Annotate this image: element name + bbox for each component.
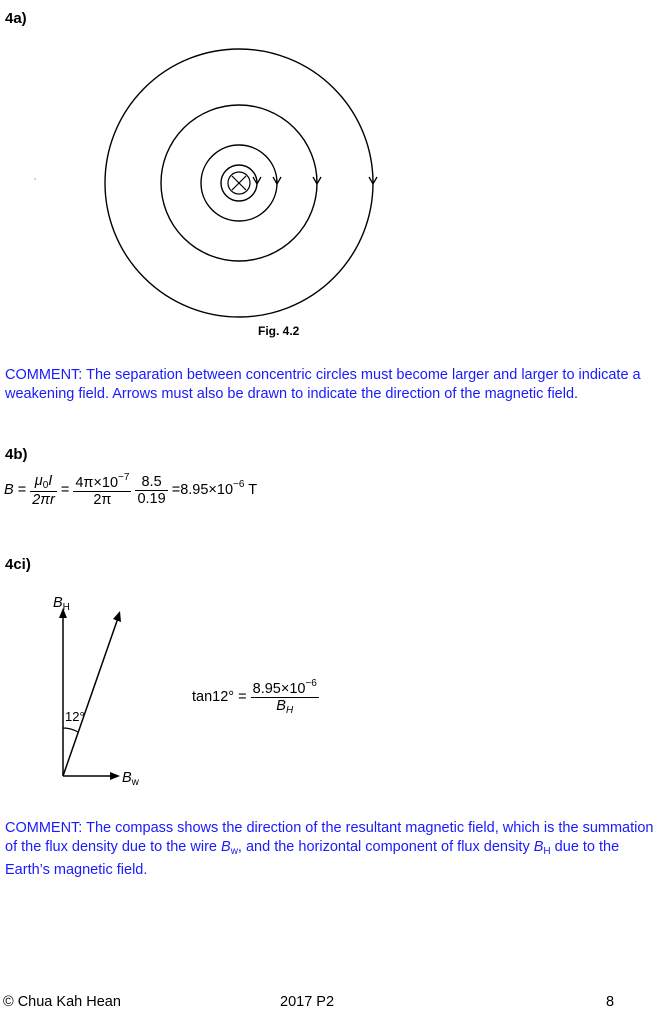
- arrow-head-icon: [113, 611, 121, 622]
- footer-paper: 2017 P2: [280, 994, 335, 1010]
- eq-result: 8.95×10: [180, 481, 234, 498]
- angle-arc: [63, 728, 78, 732]
- tan-fraction: $\frac{8.95\times 10^{-6}}{B_H}$: [252, 678, 317, 716]
- tan-equation: tan12° = $\frac{8.95\times 10^{-6}}{B_H}$: [192, 678, 317, 716]
- vector-resultant: [63, 618, 118, 776]
- eq-fraction-constant: $\frac{4\pi\times 10^{-7}}{2\pi}$: [75, 472, 130, 508]
- footer-page-number: 8: [606, 994, 615, 1010]
- eq-fraction-formula: $\frac{\mu_0I}{2\pi r}$: [32, 472, 55, 508]
- figure-4-2-field-lines: [0, 0, 663, 350]
- arrow-head-icon: [110, 772, 120, 780]
- heading-4a: 4a): [5, 10, 27, 27]
- equation-4b: B = $\frac{\mu_0I}{2\pi r}$ = $\frac{4\pi\times 10^{-7}}{2\pi}$ $\frac{8.5}{0.19}$ $=8.95\times 10^{-6}$ T: [4, 472, 258, 508]
- eq-unit: T: [248, 481, 258, 498]
- heading-4ci: 4ci): [5, 556, 31, 573]
- fig-caption: Fig. 4.2: [258, 324, 300, 338]
- eq-b-symbol: B: [4, 481, 14, 498]
- footer-author: © Chua Kah Hean: [3, 994, 121, 1010]
- label-bw: $B_w$: [122, 770, 139, 788]
- angle-label: 12°: [65, 709, 85, 724]
- label-bh: $B_H$: [53, 595, 70, 613]
- vector-diagram: [0, 590, 663, 800]
- comment-4a: COMMENT: The separation between concentric circles must become larger and larger to indicate a weakening field. Arrows must also be drawn to indicate the direction of the magnetic field.: [5, 367, 641, 402]
- heading-4b: 4b): [5, 446, 28, 463]
- comment-4ci: COMMENT: The compass shows the direction of the resultant magnetic field, which is the summation of the flux density due to the wire $B_w$, and the horizontal component of flux density $B_H$ due to the Earth’s magnetic field.: [5, 820, 654, 878]
- eq-fraction-values: $\frac{8.5}{0.19}$: [137, 473, 166, 507]
